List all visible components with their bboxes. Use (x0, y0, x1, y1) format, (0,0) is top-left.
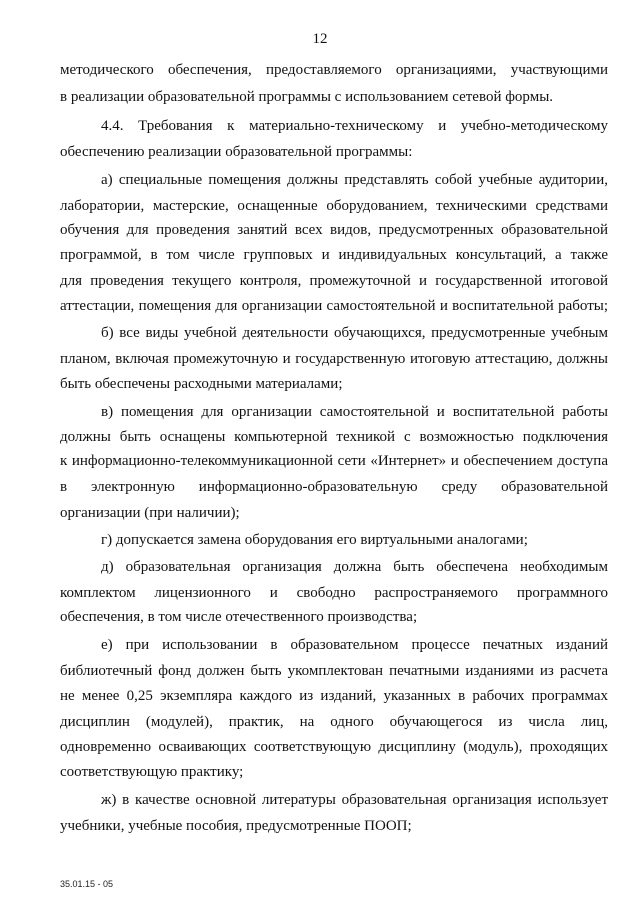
text-line: обеспечения, в том числе отечественного производства; (60, 609, 418, 625)
list-item-v: в) помещения для организации самостоятельной и воспитательной работы (101, 404, 608, 420)
list-item-g: г) допускается замена оборудования его виртуальными аналогами; (101, 532, 528, 548)
text-line: аттестации, помещения для организации самостоятельной и воспитательной работы; (60, 298, 608, 314)
section-heading: 4.4. Требования к материально-техническому и учебно-методическому (101, 118, 608, 134)
text-line: в электронную информационно-образовательную среду образовательной (60, 479, 608, 495)
document-code: 35.01.15 - 05 (60, 879, 114, 889)
text-line: учебники, учебные пособия, предусмотренные ПООП; (60, 818, 412, 834)
list-item-d: д) образовательная организация должна быть обеспечена необходимым (101, 559, 608, 575)
list-item-e: е) при использовании в образовательном процессе печатных изданий (101, 637, 608, 653)
text-line: обеспечению реализации образовательной программы: (60, 144, 413, 160)
text-line: к информационно-телекоммуникационной сети «Интернет» и обеспечением доступа (60, 453, 608, 469)
text-line: библиотечный фонд должен быть укомплектован печатными изданиями из расчета (60, 663, 608, 679)
text-line: быть обеспечены расходными материалами; (60, 376, 343, 392)
text-line: лаборатории, мастерские, оснащенные оборудованием, техническими средствами (60, 198, 608, 214)
text-line: комплектом лицензионного и свободно распространяемого программного (60, 585, 608, 601)
list-item-a: а) специальные помещения должны представлять собой учебные аудитории, (101, 172, 608, 188)
list-item-b: б) все виды учебной деятельности обучающихся, предусмотренные учебным (101, 325, 608, 341)
text-line: организации (при наличии); (60, 505, 240, 521)
text-line: методического обеспечения, предоставляемого организациями, участвующими (60, 62, 608, 78)
text-line: в реализации образовательной программы с использованием сетевой формы. (60, 89, 554, 105)
text-line: планом, включая промежуточную и государственную итоговую аттестацию, должны (60, 351, 608, 367)
text-line: должны быть оснащены компьютерной техникой с возможностью подключения (60, 429, 608, 445)
text-line: соответствующую практику; (60, 764, 244, 780)
text-line: не менее 0,25 экземпляра каждого из изданий, указанных в рабочих программах (60, 688, 608, 704)
text-line: для проведения текущего контроля, промежуточной и государственной итоговой (60, 273, 608, 289)
page-number: 12 (312, 31, 328, 47)
list-item-zh: ж) в качестве основной литературы образовательная организация использует (101, 792, 608, 808)
text-line: дисциплин (модулей), практик, на одного обучающегося из числа лиц, (60, 714, 608, 730)
text-line: обучения для проведения занятий всех видов, предусмотренных образовательной (60, 222, 608, 238)
text-line: программой, в том числе групповых и индивидуальных консультаций, а также (60, 247, 608, 263)
text-line: одновременно осваивающих соответствующую дисциплину (модуль), проходящих (60, 739, 608, 755)
